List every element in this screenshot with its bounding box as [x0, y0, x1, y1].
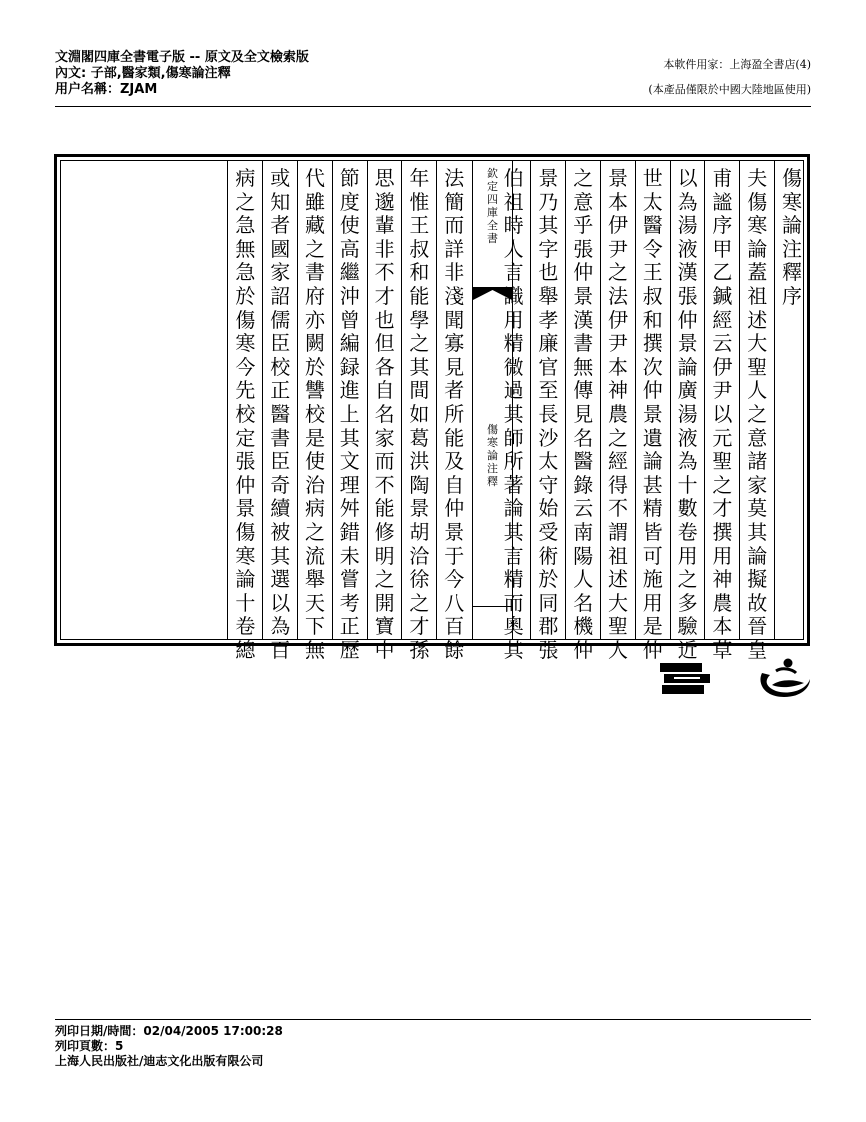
footer	[55, 1024, 283, 1069]
text-column: 景 乃 其 字 也 舉 孝 廉 官 至 長 沙 太 守 始 受 術 於 同 郡 張	[538, 166, 559, 662]
text-column: 思 邈 輩 非 不 才 也 但 各 自 名 家 而 不 能 修 明 之 開 寶 中	[374, 166, 395, 662]
footer-rule	[55, 1019, 811, 1020]
text-column: 之 意 乎 張 仲 景 漢 書 無 傳 見 名 醫 錄 云 南 陽 人 名 機 仲	[573, 166, 594, 662]
text-column: 代 雖 藏 之 書 府 亦 闕 於 讐 校 是 使 治 病 之 流 舉 天 下 無	[305, 166, 325, 662]
page-frame	[54, 154, 810, 662]
print-pages: 列印頁數：5	[55, 1039, 124, 1053]
text-column: 景 本 伊 尹 之 法 伊 尹 本 神 農 之 經 得 不 謂 祖 述 大 聖 人	[608, 166, 628, 662]
text-column: 夫 傷 寒 論 蓋 祖 述 大 聖 人 之 意 諸 家 莫 其 論 擬 故 晉 皇	[747, 166, 768, 662]
books-logo-icon	[660, 657, 712, 699]
user-name: 用户名稱：ZJAM	[55, 82, 158, 97]
product-title: 文淵閣四庫全書電子版 -- 原文及全文檢索版	[55, 50, 309, 65]
text-area	[60, 160, 804, 662]
text-column: 病 之 急 無 急 於 傷 寒 今 先 校 定 張 仲 景 傷 寒 論 十 卷 總	[235, 166, 256, 662]
print-date: 列印日期/時間：02/04/2005 17:00:28	[55, 1024, 283, 1038]
header-left	[55, 50, 309, 98]
text-column: 世 太 醫 令 王 叔 和 撰 次 仲 景 遺 論 甚 精 皆 可 施 用 是 仲	[642, 166, 663, 662]
publisher-logo-icon	[754, 657, 814, 701]
column-rule	[227, 161, 228, 639]
text-column: 以 為 湯 液 漢 張 仲 景 論 廣 湯 液 為 十 數 卷 用 之 多 驗 近	[677, 166, 698, 662]
text-column: 節 度 使 高 繼 沖 曾 編 録 進 上 其 文 理 舛 錯 未 嘗 考 正 歷	[339, 166, 360, 662]
header-rule	[55, 106, 811, 107]
publisher: 上海人民出版社/迪志文化出版有限公司	[55, 1054, 264, 1068]
margin-book-title: 傷 寒 論 注 釋	[487, 423, 498, 488]
text-column: 年 惟 王 叔 和 能 學 之 其 間 如 葛 洪 陶 景 胡 洽 徐 之 才 孫	[409, 166, 430, 662]
text-column: 伯 祖 時 人 言 識 用 精 微 過 其 師 所 著 論 其 言 精 而 奧 其	[503, 166, 524, 662]
text-column: 法 簡 而 詳 非 淺 聞 寡 見 者 所 能 及 自 仲 景 于 今 八 百 餘	[444, 166, 465, 662]
text-column: 甫 謐 序 甲 乙 鍼 經 云 伊 尹 以 元 聖 之 才 撰 用 神 農 本 草	[712, 166, 733, 662]
header-right	[648, 52, 811, 102]
usage-notice: (本產品僅限於中國大陸地區使用)	[648, 83, 811, 96]
content-path: 內文: 子部,醫家類,傷寒論注釋	[55, 66, 231, 81]
licensee: 本軟件用家：上海盈全書店(4)	[663, 58, 811, 71]
preface-title-column: 傷 寒 論 注 釋 序	[782, 166, 802, 308]
margin-title: 欽 定 四 庫 全 書	[487, 167, 498, 245]
text-column: 或 知 者 國 家 詔 儒 臣 校 正 醫 書 臣 奇 續 被 其 選 以 為 百	[270, 166, 291, 662]
